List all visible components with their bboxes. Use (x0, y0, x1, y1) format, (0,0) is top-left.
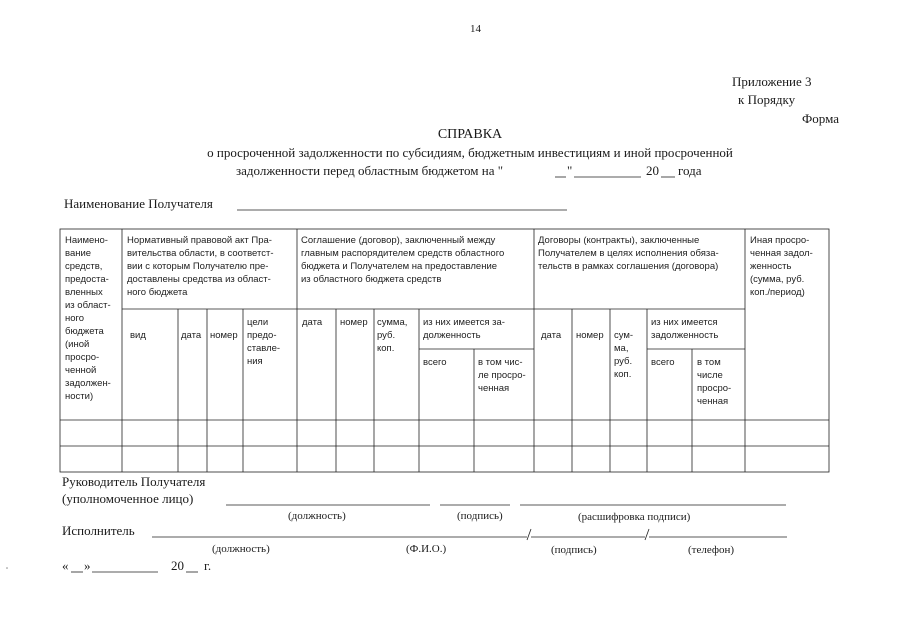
head-position-caption: (должность) (288, 510, 346, 522)
con-sum-header: сум- ма, руб. коп. (614, 330, 634, 380)
document-subtitle-1: о просроченной задолженности по субсидиям, бюджетным инвестициям и иной просроченной (207, 145, 733, 160)
con-debt-header: из них имеется задолженность (651, 317, 719, 341)
document-heading: СПРАВКА (437, 127, 503, 142)
form-label: Форма (802, 111, 839, 126)
date-field (62, 558, 211, 573)
head-decode-caption: (расшифровка подписи) (578, 511, 691, 523)
subtitle-prefix: задолженности перед областным бюджетом на " (236, 163, 504, 178)
executor-phone-caption: (телефон) (688, 544, 735, 556)
appendix-order: к Порядку (738, 92, 796, 107)
agr-total-header: всего (423, 357, 447, 368)
group-act-header: Нормативный правовой акт Пра- вительства области, в соответст- вии с которым Получателю пре- доставлены средства из област- ного бюджета (127, 235, 274, 298)
head-label: Руководитель Получателя (62, 474, 206, 489)
agr-debt-header: из них имеется за- долженность (423, 317, 505, 341)
executor-label: Исполнитель (62, 523, 135, 538)
subtitle-year: 20 (646, 163, 659, 178)
executor-position-caption: (должность) (212, 543, 270, 555)
con-date-header: дата (541, 330, 562, 341)
appendix-label: Приложение 3 (732, 74, 812, 89)
debt-table (60, 229, 829, 472)
agr-date-header: дата (302, 317, 323, 328)
act-number-header: номер (210, 330, 238, 341)
act-date-header: дата (181, 330, 202, 341)
subtitle-year-word: года (678, 163, 702, 178)
svg-text:»: » (84, 558, 91, 573)
subtitle-quote: " (567, 163, 573, 178)
group-agreement-header: Соглашение (договор), заключенный между главным распорядителем средств областного бюджета и Получателем на предоставление из областного бюджета средств (301, 235, 505, 285)
col-other-header: Иная просро- ченная задол- женность (сумма, руб. коп./период) (750, 235, 813, 298)
act-vid-header: вид (130, 330, 146, 341)
con-number-header: номер (576, 330, 604, 341)
con-overdue-header: в том числе просро- ченная (697, 357, 732, 407)
recipient-label: Наименование Получателя (64, 196, 213, 211)
executor-sign-caption: (подпись) (551, 544, 597, 556)
head-sign-caption: (подпись) (457, 510, 503, 522)
agr-overdue-header: в том чис- ле просро- ченная (478, 357, 526, 394)
con-total-header: всего (651, 357, 675, 368)
executor-fio-caption: (Ф.И.О.) (406, 543, 447, 555)
page-number: 14 (470, 23, 481, 35)
group-contracts-header: Договоры (контракты), заключенные Получателем в целях исполнения обяза- тельств в рамках соглашения (договора) (538, 235, 719, 272)
scan-dot (6, 567, 8, 569)
svg-text:20: 20 (171, 558, 184, 573)
act-goals-header: цели предо- ставле- ния (247, 317, 281, 367)
col-name-header: Наимено- вание средств, предоста- вленных из област- ного бюджета (иной просро- ченной задолжен- ности) (65, 235, 111, 402)
svg-text:«: « (62, 558, 69, 573)
svg-text:г.: г. (204, 558, 212, 573)
agr-number-header: номер (340, 317, 368, 328)
agr-sum-header: сумма, руб. коп. (377, 317, 408, 354)
head-authorized-label: (уполномоченное лицо) (62, 491, 194, 506)
document-subtitle-2 (236, 163, 702, 178)
